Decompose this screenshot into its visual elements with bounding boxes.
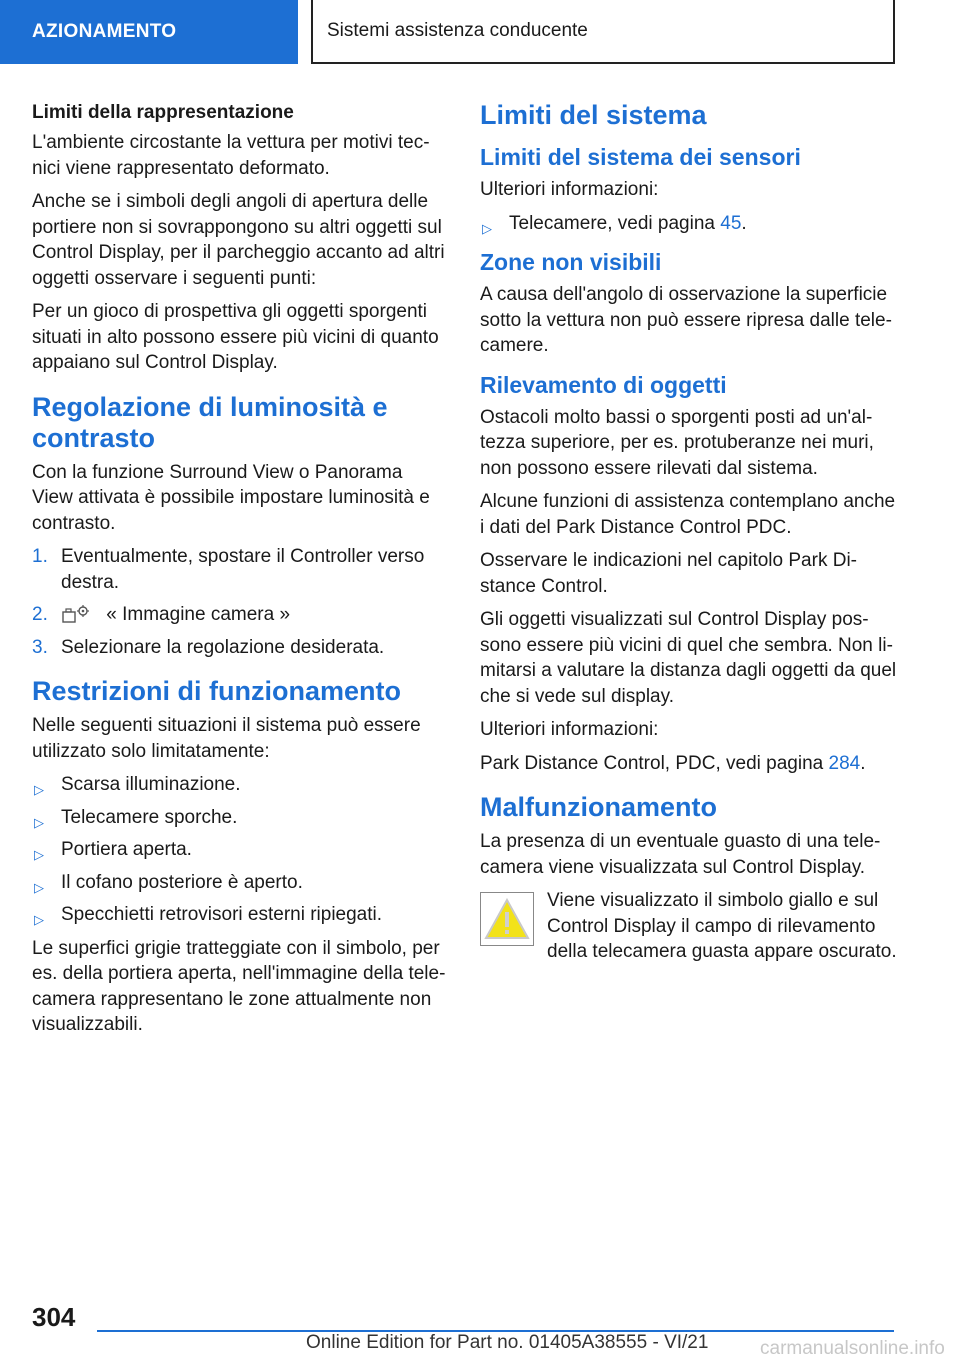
paragraph: Ulteriori informazioni:: [480, 719, 659, 740]
paragraph: L'ambiente circostante la vettura per motivi tecnici viene rappresentato deformato.: [32, 132, 430, 179]
step-number: 2.: [32, 604, 48, 625]
paragraph: Per un gioco di prospettiva gli oggetti sporgenti situati in alto possono essere più vicini di quanto appaiano sul Control Display.: [32, 301, 439, 373]
paragraph: La presenza di un eventuale guasto di una telecamera viene visualizzata sul Control Display.: [480, 831, 881, 878]
page-number: 304: [32, 1302, 76, 1332]
triangle-bullet-icon: ▷: [34, 814, 44, 830]
steps-list: [32, 544, 448, 660]
triangle-bullet-icon: ▷: [482, 220, 492, 236]
limits-representation-title: Limiti della rappresentazione: [32, 102, 294, 123]
paragraph: Con la funzione Surround View o Panorama View attivata è possibile impostare luminosità e contrasto.: [32, 461, 430, 534]
left-column: [32, 100, 448, 1046]
triangle-bullet-icon: ▷: [34, 782, 44, 797]
warning-icon: [480, 892, 534, 946]
list-item-text: Scarsa illuminazione.: [61, 774, 241, 795]
chapter-tab: AZIONAMENTO: [0, 0, 298, 64]
watermark: carmanualsonline.info: [760, 1338, 945, 1359]
reference-text: Park Distance Control, PDC, vedi pagina: [480, 752, 829, 774]
paragraph: Nelle seguenti situazioni il sistema può essere utilizzato solo limitatamente:: [32, 715, 421, 762]
reference-end: .: [860, 752, 866, 774]
list-item-text: Portiera aperta.: [61, 839, 192, 860]
step-text: « Immagine camera »: [106, 604, 291, 625]
list-item: [32, 805, 448, 831]
warning-block: [480, 888, 898, 965]
triangle-bullet-icon: ▷: [34, 879, 44, 895]
system-limits-heading: Limiti del sistema: [480, 100, 707, 130]
page-link-45[interactable]: 45: [720, 212, 742, 234]
list-item: [32, 544, 448, 595]
step-text: Eventualmente, spostare il Controller verso destra.: [61, 546, 425, 593]
restrictions-list: [32, 772, 448, 928]
paragraph: Le superfici grigie tratteggiate con il simbolo, per es. della portiera aperta, nell'immagine della telecamera rappresentano le zone attualmente non visualizzabili.: [32, 937, 446, 1035]
triangle-bullet-icon: ▷: [34, 912, 44, 927]
list-item-text: Il cofano posteriore è aperto.: [61, 871, 303, 893]
paragraph: Ulteriori informazioni:: [480, 179, 659, 200]
list-item-text: Telecamere sporche.: [61, 806, 238, 828]
list-item: [32, 837, 448, 863]
section-title: Sistemi assistenza conducente: [311, 0, 895, 64]
list-item-text: Specchietti retrovisori esterni ripiegati.: [61, 904, 383, 925]
step-text: Selezionare la regolazione desiderata.: [61, 636, 385, 658]
paragraph: Gli oggetti visualizzati sul Control Display possono essere più vicini di quel che sembra. Non limitarsi a valutare la distanza dagli oggetti da quel che si vede sul display.: [480, 609, 897, 707]
step-number: 3.: [32, 636, 48, 658]
list-item: [32, 870, 448, 896]
list-item: [480, 211, 898, 237]
pdc-reference: [480, 751, 898, 777]
page-link-284[interactable]: 284: [828, 752, 861, 774]
list-item: [32, 772, 448, 798]
paragraph: Anche se i simboli degli angoli di apertura delle portiere non si sovrappongono su altri oggetti sul Control Display, per il parcheggio accanto ad altri oggetti osservare i seguenti punti:: [32, 191, 445, 289]
paragraph: Osservare le indicazioni nel capitolo Park Distance Control.: [480, 550, 857, 597]
list-item: [32, 635, 448, 661]
brightness-contrast-heading: Regolazione di luminosità e contrasto: [32, 391, 388, 453]
invisible-zones-heading: Zone non visibili: [480, 249, 662, 275]
paragraph: Alcune funzioni di assistenza contemplano anche i dati del Park Distance Control PDC.: [480, 491, 896, 538]
malfunction-heading: Malfunzionamento: [480, 792, 717, 822]
right-column: [480, 100, 898, 973]
paragraph: Viene visualizzato il simbolo giallo e sul Control Display il campo di rilevamento della telecamera guasta appare oscurato.: [547, 890, 897, 962]
list-item: [32, 902, 448, 928]
triangle-bullet-icon: ▷: [34, 847, 44, 862]
edition-text: Online Edition for Part no. 01405A38555 - VI/21: [306, 1332, 709, 1353]
list-item: [32, 602, 448, 628]
sensor-limits-heading: Limiti del sistema dei sensori: [480, 144, 801, 170]
sensor-reference-list: [480, 211, 898, 237]
restrictions-heading: Restrizioni di funzionamento: [32, 676, 401, 706]
camera-settings-icon: [61, 604, 91, 626]
step-number: 1.: [32, 546, 48, 567]
reference-end: .: [741, 212, 747, 234]
paragraph: Ostacoli molto bassi o sporgenti posti ad un'altezza superiore, per es. protuberanze nei muri, non possono essere rilevati dal sistema.: [480, 406, 874, 479]
object-detection-heading: Rilevamento di oggetti: [480, 371, 727, 398]
reference-text: Telecamere, vedi pagina: [509, 212, 721, 234]
paragraph: A causa dell'angolo di osservazione la superficie sotto la vettura non può essere ripresa dalle telecamere.: [480, 284, 892, 356]
